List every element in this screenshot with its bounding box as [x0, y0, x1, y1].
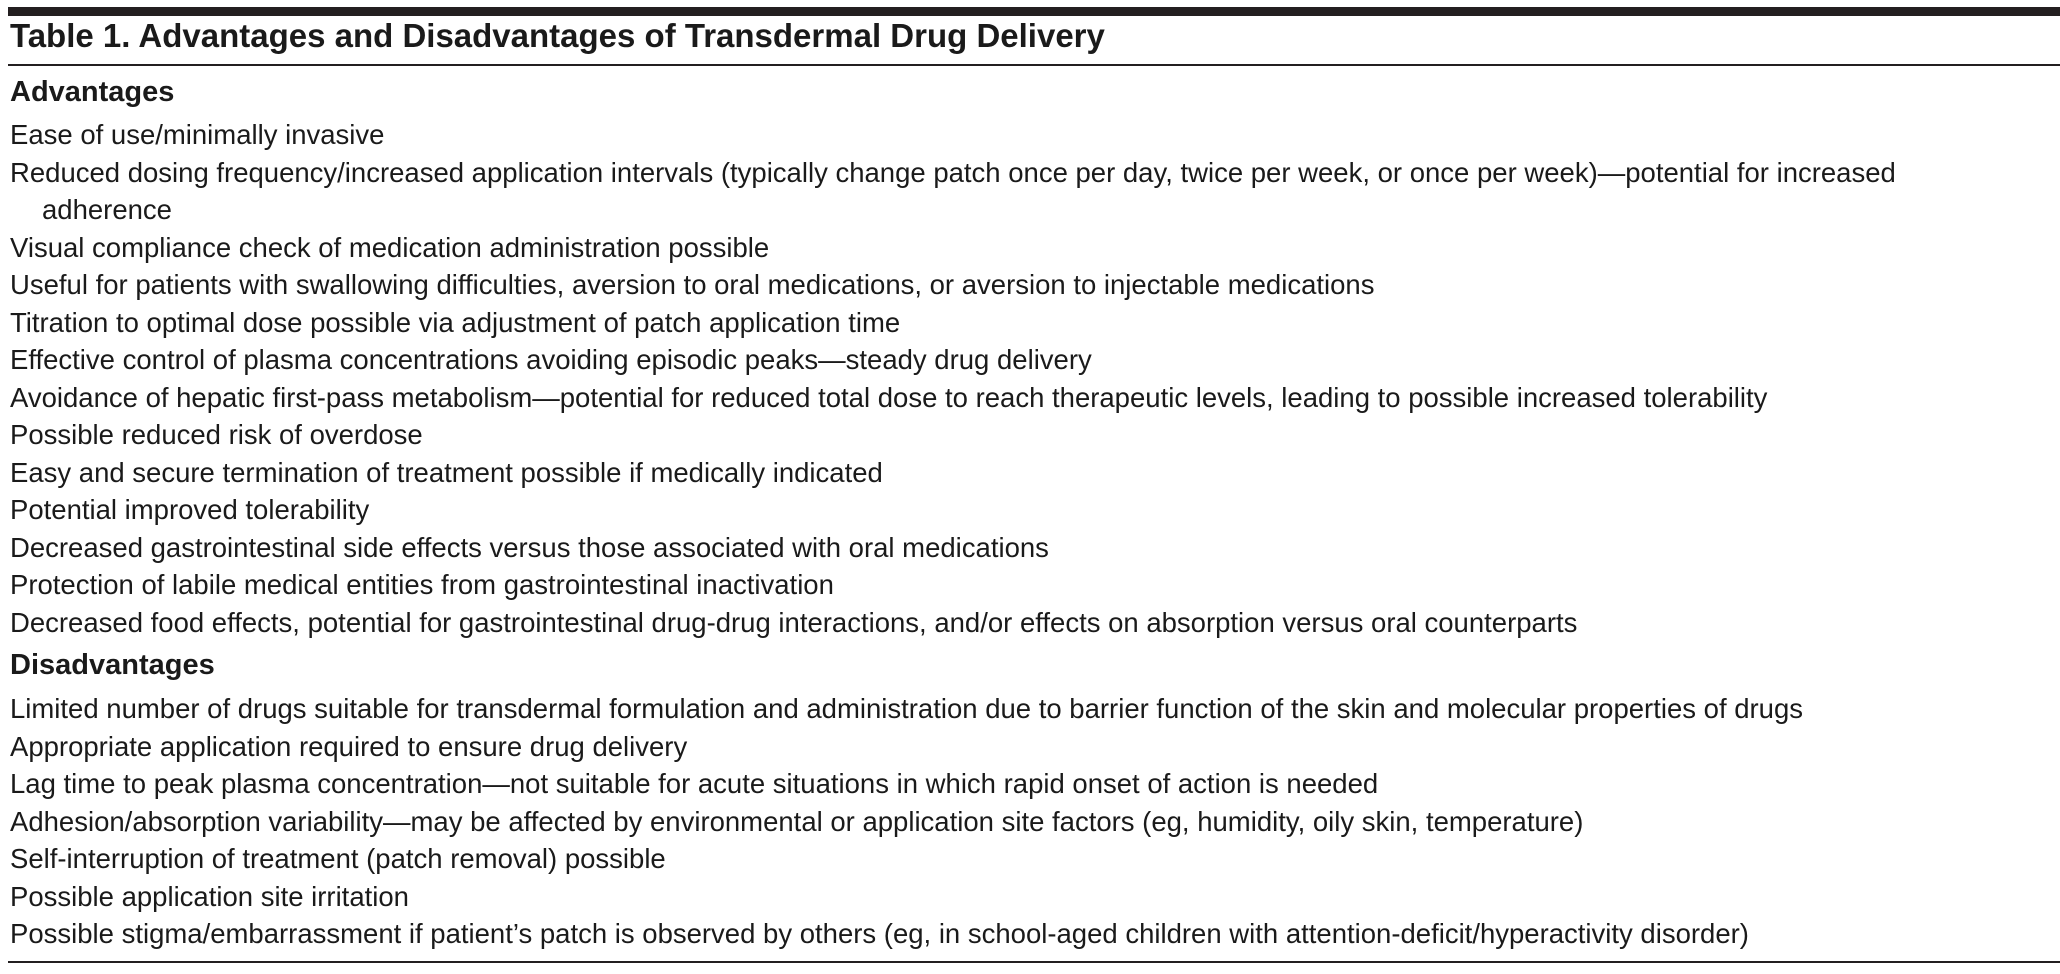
table-row: Decreased food effects, potential for gastrointestinal drug-drug interactions, and/or effects on absorption versus oral counterparts: [10, 606, 1578, 638]
table-row: Adhesion/absorption variability—may be affected by environmental or application site factors (eg, humidity, oily skin, temperature): [10, 805, 1584, 837]
table-row: Reduced dosing frequency/increased application intervals (typically change patch once per day, twice per week, or once per week)—potential for increased adherence: [10, 156, 1896, 225]
table-row: Visual compliance check of medication administration possible: [10, 231, 770, 263]
table-row: Self-interruption of treatment (patch removal) possible: [10, 843, 666, 874]
table-caption: Table 1. Advantages and Disadvantages of Transdermal Drug Delivery: [10, 17, 1105, 54]
table-top-rule: [8, 7, 2060, 16]
table-row: Protection of labile medical entities from gastrointestinal inactivation: [10, 569, 834, 600]
table-row: Ease of use/minimally invasive: [10, 119, 385, 150]
table-row: Easy and secure termination of treatment possible if medically indicated: [10, 456, 883, 488]
disadvantages-list: [8, 690, 2060, 953]
section-heading-advantages: Advantages: [10, 76, 175, 108]
table-row: Titration to optimal dose possible via adjustment of patch application time: [10, 306, 901, 338]
table-row: Appropriate application required to ensure drug delivery: [10, 730, 688, 762]
table-row: Useful for patients with swallowing difficulties, aversion to oral medications, or aversion to injectable medications: [10, 269, 1375, 300]
table-1: [8, 0, 2060, 963]
table-row: Possible application site irritation: [10, 880, 409, 912]
table-row: Potential improved tolerability: [10, 494, 370, 525]
table-row: Possible reduced risk of overdose: [10, 419, 423, 450]
table-row: Effective control of plasma concentrations avoiding episodic peaks—steady drug delivery: [10, 344, 1092, 375]
table-row: Possible stigma/embarrassment if patient’s patch is observed by others (eg, in school-aged children with attention-deficit/hyperactivity disorder): [10, 918, 1749, 949]
table-row: Avoidance of hepatic first-pass metabolism—potential for reduced total dose to reach therapeutic levels, leading to possible increased tolerability: [10, 381, 1768, 413]
table-row: Limited number of drugs suitable for transdermal formulation and administration due to barrier function of the skin and molecular properties of drugs: [10, 693, 1804, 724]
section-heading-disadvantages: Disadvantages: [10, 649, 215, 681]
advantages-list: [8, 116, 2060, 641]
table-row: Decreased gastrointestinal side effects versus those associated with oral medications: [10, 531, 1049, 563]
table-bottom-rule: [8, 961, 2060, 963]
caption-rule: [8, 64, 2060, 66]
table-row: Lag time to peak plasma concentration—not suitable for acute situations in which rapid onset of action is needed: [10, 768, 1379, 799]
